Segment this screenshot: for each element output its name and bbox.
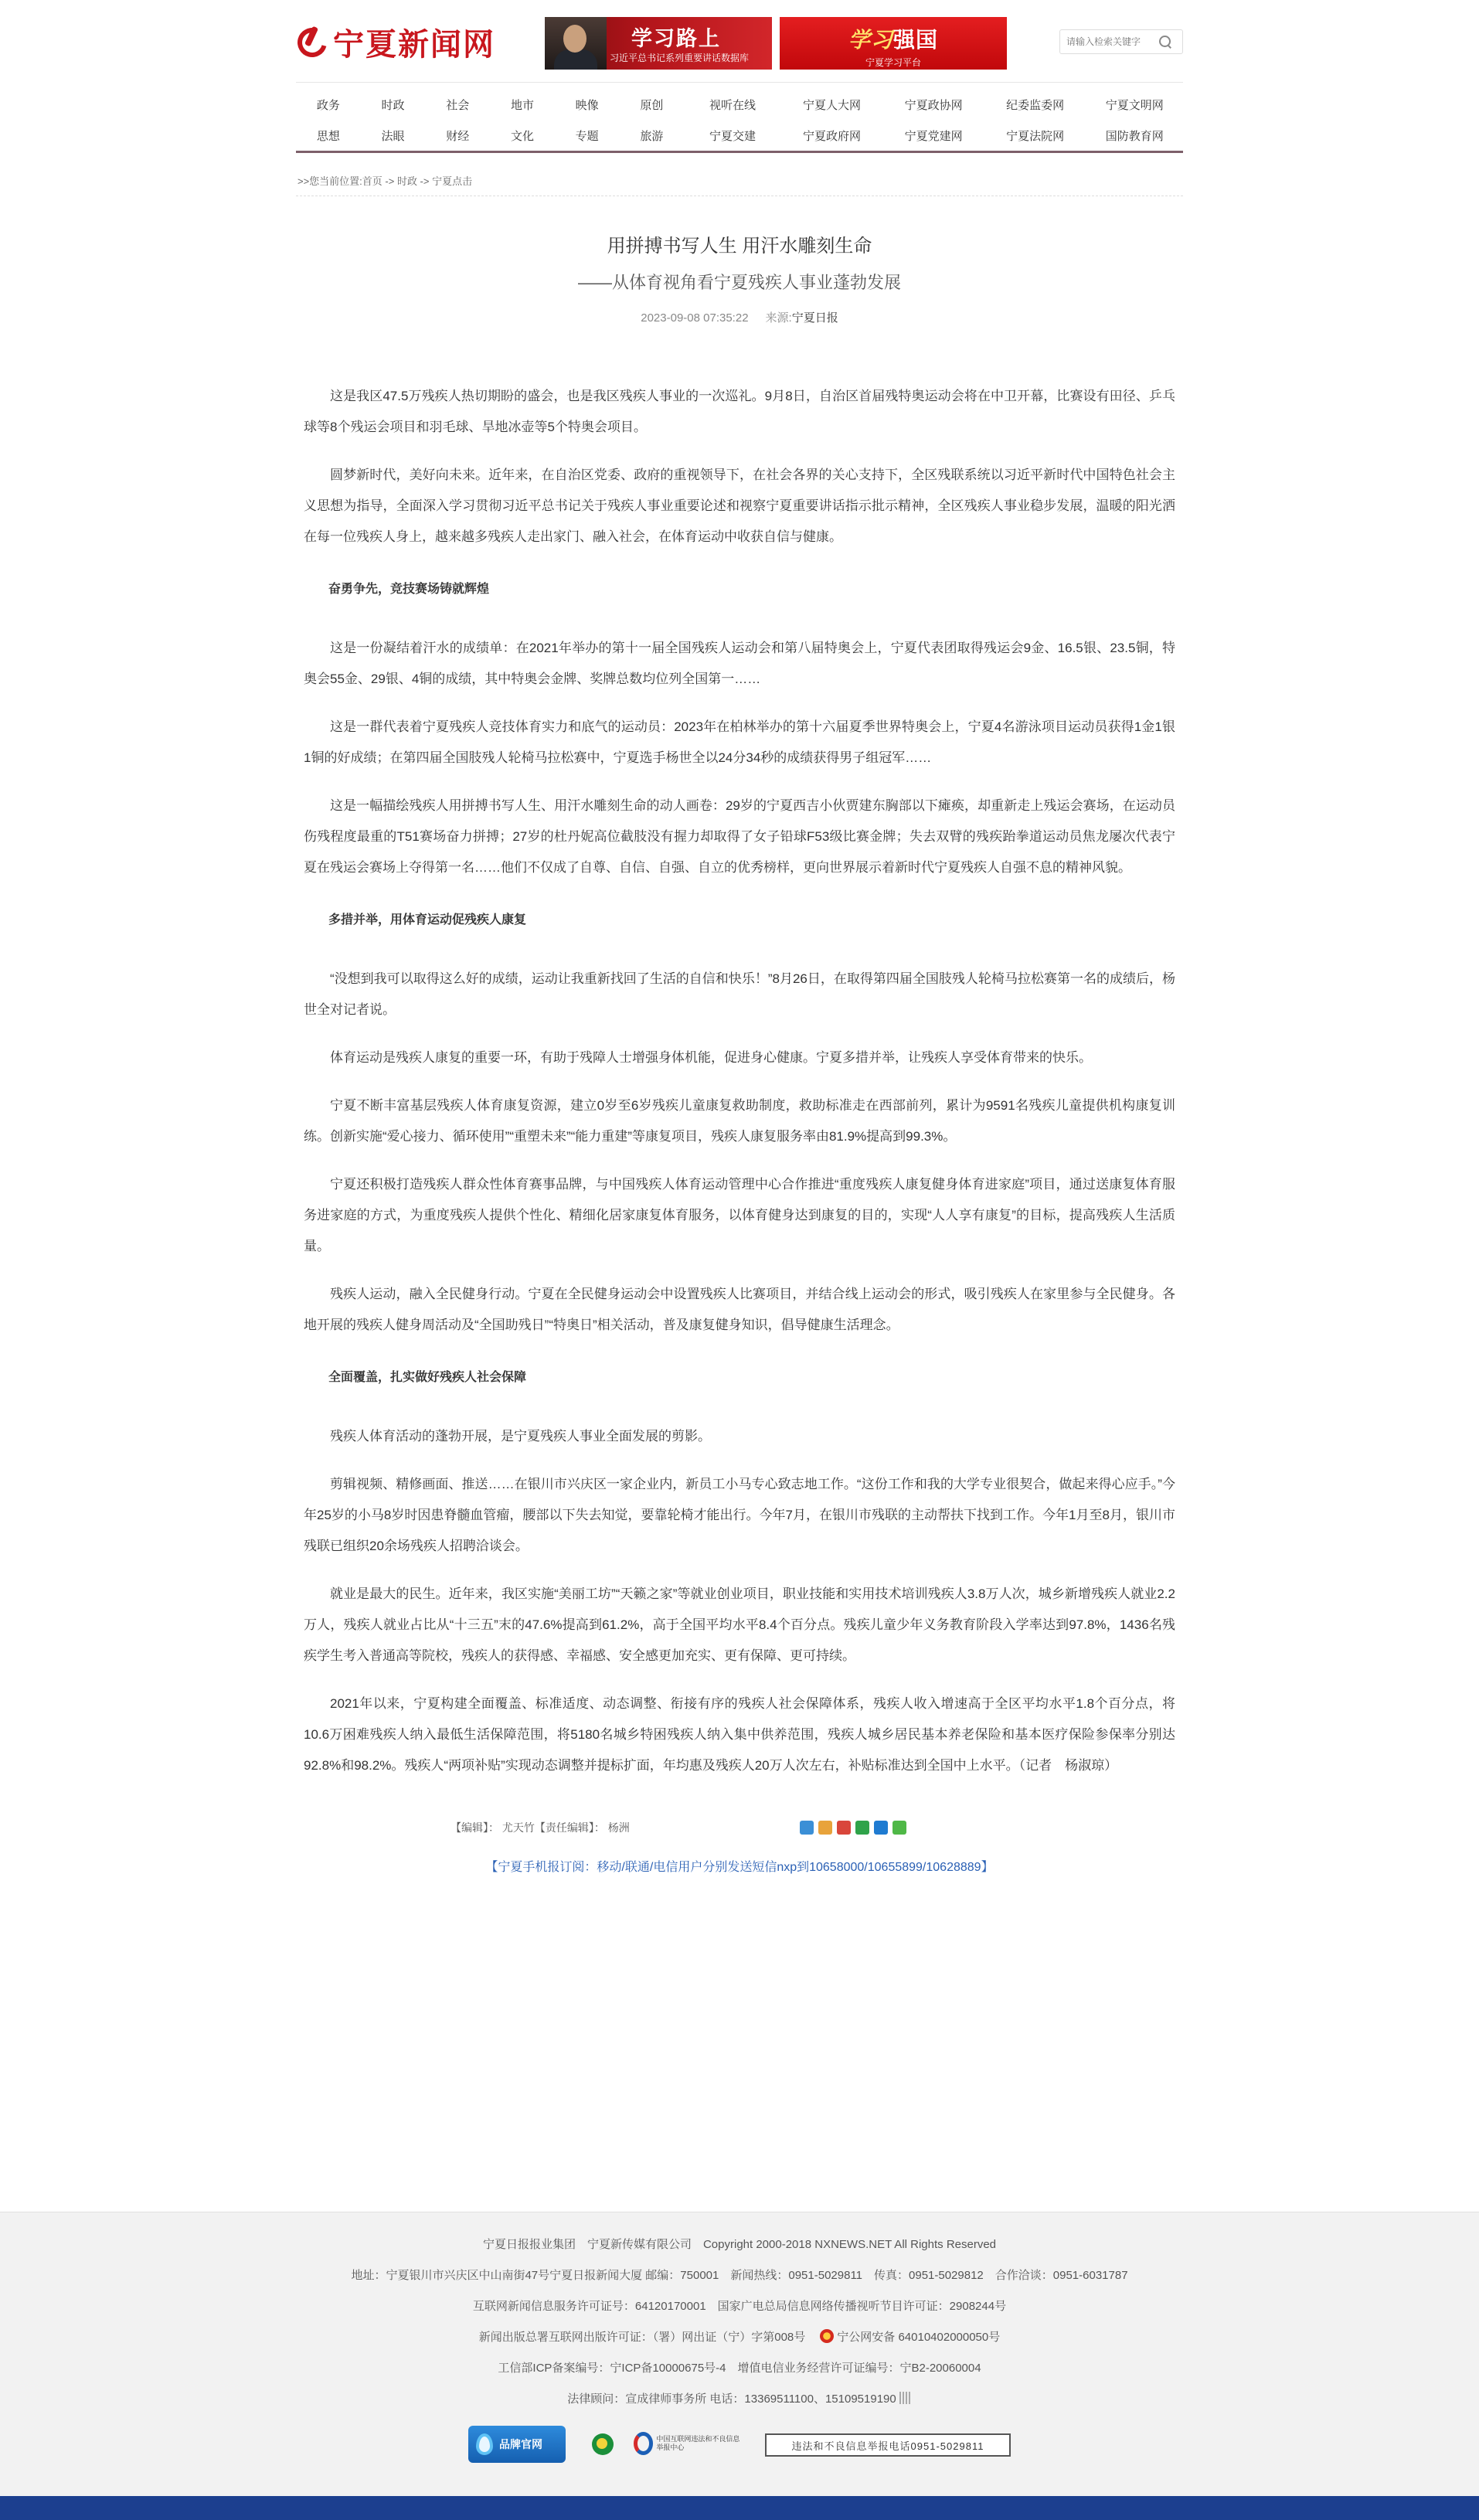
section-heading: 多措并举，用体育运动促残疾人康复 xyxy=(328,913,527,927)
bottom-bar xyxy=(0,2496,1479,2520)
nav-item[interactable]: 宁夏法院网 xyxy=(1006,129,1065,143)
footer-legal: 法律顾问：宣成律师事务所 电话：13369511100、15109519190 xyxy=(0,2384,1479,2415)
footer-copyright: 宁夏日报报业集团 宁夏新传媒有限公司 Copyright 2000-2018 NXNEWS.NET All Rights Reserved xyxy=(482,2238,997,2251)
article-paragraph: 剪辑视频、精修画面、推送……在银川市兴庆区一家企业内，新员工小马专心致志地工作。“这份工作和我的大学专业很契合，做起来得心应手。”今年25岁的小马8岁时因患脊髓血管瘤，腰部以下失去知觉，要靠轮椅才能出行。今年7月，在银川市残联的主动帮扶下找到工作。今年1月至8月，银川市残联已组织20余场残疾人招聘洽谈会。 xyxy=(304,1477,1175,1553)
nav-item[interactable]: 专题 xyxy=(575,129,599,143)
footer-publish-license: 新闻出版总署互联网出版许可证：（署）网出证（宁）字第008号 宁公网安备 64010402000050号 xyxy=(478,2331,1001,2344)
logo-icon xyxy=(296,25,330,59)
nav-item[interactable]: 原创 xyxy=(640,98,664,112)
share-icon[interactable] xyxy=(837,1821,851,1835)
report-phone-badge[interactable]: 违法和不良信息举报电话0951-5029811 xyxy=(765,2433,1011,2457)
article-subtitle: ——从体育视角看宁夏残疾人事业蓬勃发展 xyxy=(577,273,901,292)
nav-item[interactable]: 政务 xyxy=(316,98,340,112)
article-date: 2023-09-08 07:35:22 xyxy=(641,311,749,325)
nav-item[interactable]: 财经 xyxy=(446,129,470,143)
article-source: 宁夏日报 xyxy=(791,311,838,325)
article-paragraph: 这是一幅描绘残疾人用拼搏书写人生、用汗水雕刻生命的动人画卷：29岁的宁夏西吉小伙贾建东胸部以下瘫痪，却重新走上残运会赛场，在运动员伤残程度最重的T51赛场奋力拼搏；27岁的杜丹妮高位截肢没有握力却取得了女子铅球F53级比赛金牌；失去双臂的残疾跆拳道运动员焦龙屡次代表宁夏在残运会赛场上夺得第一名……他们不仅成了自尊、自信、自强、自立的优秀榜样，更向世界展示着新时代宁夏残疾人自强不息的精神风貌。 xyxy=(304,798,1175,875)
brand-site-badge[interactable]: 品牌官网 xyxy=(468,2426,566,2463)
article-paragraph: 圆梦新时代，美好向未来。近年来，在自治区党委、政府的重视领导下，在社会各界的关心支持下，全区残联系统以习近平新时代中国特色社会主义思想为指导，全面深入学习贯彻习近平总书记关于残疾人事业重要论述和视察宁夏重要讲话指示批示精神，全区残疾人事业稳步发展，温暖的阳光洒在每一位残疾人身上，越来越多残疾人走出家门、融入社会，在体育运动中收获自信与健康。 xyxy=(304,468,1175,544)
share-icon[interactable] xyxy=(892,1821,906,1835)
search-box xyxy=(1059,29,1183,54)
nav-item[interactable]: 社会 xyxy=(446,98,470,112)
xuexi-banner-subtitle: 宁夏学习平台 xyxy=(865,57,921,68)
article-paragraph: 残疾人体育活动的蓬勃开展，是宁夏残疾人事业全面发展的剪影。 xyxy=(330,1429,711,1444)
article-paragraph: 宁夏不断丰富基层残疾人体育康复资源，建立0岁至6岁残疾儿童康复救助制度，救助标准走在西部前列，累计为9591名残疾儿童提供机构康复训练。创新实施“爱心接力、循环使用”“重塑未来”“能力重建”等康复项目，残疾人康复服务率由81.9%提高到99.3%。 xyxy=(304,1098,1175,1144)
nav-item[interactable]: 旅游 xyxy=(640,129,664,143)
nav-item[interactable]: 宁夏党建网 xyxy=(904,129,963,143)
nav-item[interactable]: 文化 xyxy=(510,129,534,143)
article-paragraph: 2021年以来，宁夏构建全面覆盖、标准适度、动态调整、衔接有序的残疾人社会保障体系，残疾人收入增速高于全区平均水平1.8个百分点，将10.6万困难残疾人纳入最低生活保障范围，将5180名城乡特困残疾人纳入集中供养范围，残疾人城乡居民基本养老保险和基本医疗保险参保率分别达92.8%和98.2%。残疾人“两项补贴”实现动态调整并提标扩面，年均惠及残疾人20万人次左右，补贴标准达到全国中上水平。（记者 杨淑琼） xyxy=(304,1696,1175,1773)
source-label: 来源: xyxy=(765,311,792,325)
editor-bar xyxy=(296,1812,1183,1843)
article-paragraph: 这是一份凝结着汗水的成绩单：在2021年举办的第十一届全国残疾人运动会和第八届特奥会上，宁夏代表团取得残运会9金、16.5银、23.5铜，特奥会55金、29银、4铜的成绩，其中特奥会金牌、奖牌总数均位列全国第一…… xyxy=(304,641,1175,686)
xuexi-banner-title: 学习强国 xyxy=(848,27,939,53)
nav-item[interactable]: 时政 xyxy=(381,98,405,112)
article-paragraph: 这是一群代表着宁夏残疾人竞技体育实力和底气的运动员：2023年在柏林举办的第十六届夏季世界特奥会上，宁夏4名游泳项目运动员获得1金1银1铜的好成绩；在第四届全国肢残人轮椅马拉松赛中，宁夏选手杨世全以24分34秒的成绩获得男子组冠军…… xyxy=(304,719,1175,765)
footer-address: 地址：宁夏银川市兴庆区中山南街47号宁夏日报新闻大厦 邮编：750001 新闻热线：0951-5029811 传真：0951-5029812 合作洽谈：0951-6031787 xyxy=(351,2269,1128,2282)
article-paragraph: 宁夏还积极打造残疾人群众性体育赛事品牌，与中国残疾人体育运动管理中心合作推进“重度残疾人康复健身体育进家庭”项目，通过送康复体育服务进家庭的方式，为重度残疾人提供个性化、精细化居家康复体育服务，以体育健身达到康复的目的，实现“人人享有康复”的目标，提高残疾人生活质量。 xyxy=(304,1177,1175,1253)
nav-item[interactable]: 纪委监委网 xyxy=(1006,98,1065,112)
nav-item[interactable]: 法眼 xyxy=(381,129,405,143)
mobile-subscribe-notice[interactable]: 【宁夏手机报订阅：移动/联通/电信用户分别发送短信nxp到10658000/10655899/10628889】 xyxy=(485,1861,994,1874)
footer-icp[interactable]: 工信部ICP备案编号：宁ICP备10000675号-4 增值电信业务经营许可证编号：宁B2-20060004 xyxy=(498,2362,981,2375)
nav-row-2 xyxy=(296,120,1183,151)
share-icon[interactable] xyxy=(818,1821,832,1835)
nav-item[interactable]: 宁夏政协网 xyxy=(904,98,963,112)
portrait-icon xyxy=(545,17,607,70)
article-meta xyxy=(296,309,1183,325)
report-logo-icon xyxy=(634,2432,653,2455)
nav-item[interactable]: 宁夏政府网 xyxy=(803,129,862,143)
nav-item[interactable]: 宁夏交建 xyxy=(709,129,756,143)
nav-item[interactable]: 视听在线 xyxy=(709,98,756,112)
site-header xyxy=(296,0,1183,70)
nav-item[interactable]: 宁夏文明网 xyxy=(1105,98,1164,112)
article-paragraph: 体育运动是残疾人康复的重要一环，有助于残障人士增强身体机能，促进身心健康。宁夏多措并举，让残疾人享受体育带来的快乐。 xyxy=(330,1050,1092,1065)
study-banner[interactable] xyxy=(545,17,772,70)
search-icon[interactable] xyxy=(1159,36,1171,48)
gov-site-icon[interactable] xyxy=(592,2433,614,2455)
search-input[interactable] xyxy=(1060,36,1156,47)
report-center-badge[interactable]: 中国互联网违法和不良信息举报中心 xyxy=(634,2429,742,2458)
nav-row-1 xyxy=(296,89,1183,120)
drop-icon xyxy=(476,2433,493,2455)
share-icon[interactable] xyxy=(855,1821,869,1835)
section-heading: 奋勇争先，竞技赛场铸就辉煌 xyxy=(328,583,490,596)
article-title: 用拼搏书写人生 用汗水雕刻生命 xyxy=(607,236,872,257)
nav-item[interactable]: 国防教育网 xyxy=(1105,129,1164,143)
footer-license: 互联网新闻信息服务许可证号：64120170001 国家广电总局信息网络传播视听节目许可证：2908244号 xyxy=(472,2300,1007,2313)
study-banner-title: 学习路上 xyxy=(631,27,721,50)
logo-text: 宁夏新闻网 xyxy=(333,26,495,63)
nav-item[interactable]: 地市 xyxy=(510,98,534,112)
main-nav xyxy=(296,82,1183,153)
breadcrumb[interactable]: >>您当前位置:首页 -> 时政 -> 宁夏点击 xyxy=(296,153,1183,196)
nav-item[interactable]: 思想 xyxy=(316,129,340,143)
article-paragraph: 就业是最大的民生。近年来，我区实施“美丽工坊”“天籁之家”等就业创业项目，职业技能和实用技术培训残疾人3.8万人次，城乡新增残疾人就业2.2万人，残疾人就业占比从“十三五”末的47.6%提高到61.2%，高于全国平均水平8.4个百分点。残疾儿童少年义务教育阶段入学率达到97.8%，1436名残疾学生考入普通高等院校，残疾人的获得感、幸福感、安全感更加充实、更有保障、更可持续。 xyxy=(304,1586,1175,1663)
nav-item[interactable]: 宁夏人大网 xyxy=(803,98,862,112)
xuexi-banner[interactable] xyxy=(780,17,1007,70)
article-paragraph: “没想到我可以取得这么好的成绩，运动让我重新找回了生活的自信和快乐！”8月26日，在取得第四届全国肢残人轮椅马拉松赛第一名的成绩后，杨世全对记者说。 xyxy=(304,971,1175,1017)
nav-item[interactable]: 映像 xyxy=(575,98,599,112)
article-body xyxy=(296,381,1183,1781)
share-icon[interactable] xyxy=(874,1821,888,1835)
editor-info: 【编辑】： 尤天竹【责任编辑】： 杨洲 xyxy=(450,1821,630,1834)
article-paragraph: 残疾人运动，融入全民健身行动。宁夏在全民健身运动会中设置残疾人比赛项目，并结合线上运动会的形式，吸引残疾人在家里参与全民健身。各地开展的残疾人健身周活动及“全国助残日”“特奥日”相关活动，普及康复健身知识，倡导健康生活理念。 xyxy=(304,1287,1175,1332)
site-footer xyxy=(0,2212,1479,2496)
share-buttons xyxy=(800,1821,906,1835)
footer-badges xyxy=(468,2426,1025,2464)
share-icon[interactable] xyxy=(800,1821,814,1835)
stats-icon[interactable] xyxy=(899,2392,912,2404)
police-emblem-icon xyxy=(820,2329,834,2343)
article-paragraph: 这是我区47.5万残疾人热切期盼的盛会，也是我区残疾人事业的一次巡礼。9月8日，自治区首届残特奥运动会将在中卫开幕，比赛设有田径、乒乓球等8个残运会项目和羽毛球、旱地冰壶等5个特奥会项目。 xyxy=(304,389,1175,434)
study-banner-subtitle: 习近平总书记系列重要讲话数据库 xyxy=(610,53,750,63)
site-logo[interactable] xyxy=(296,20,495,63)
section-heading: 全面覆盖，扎实做好残疾人社会保障 xyxy=(328,1371,527,1384)
